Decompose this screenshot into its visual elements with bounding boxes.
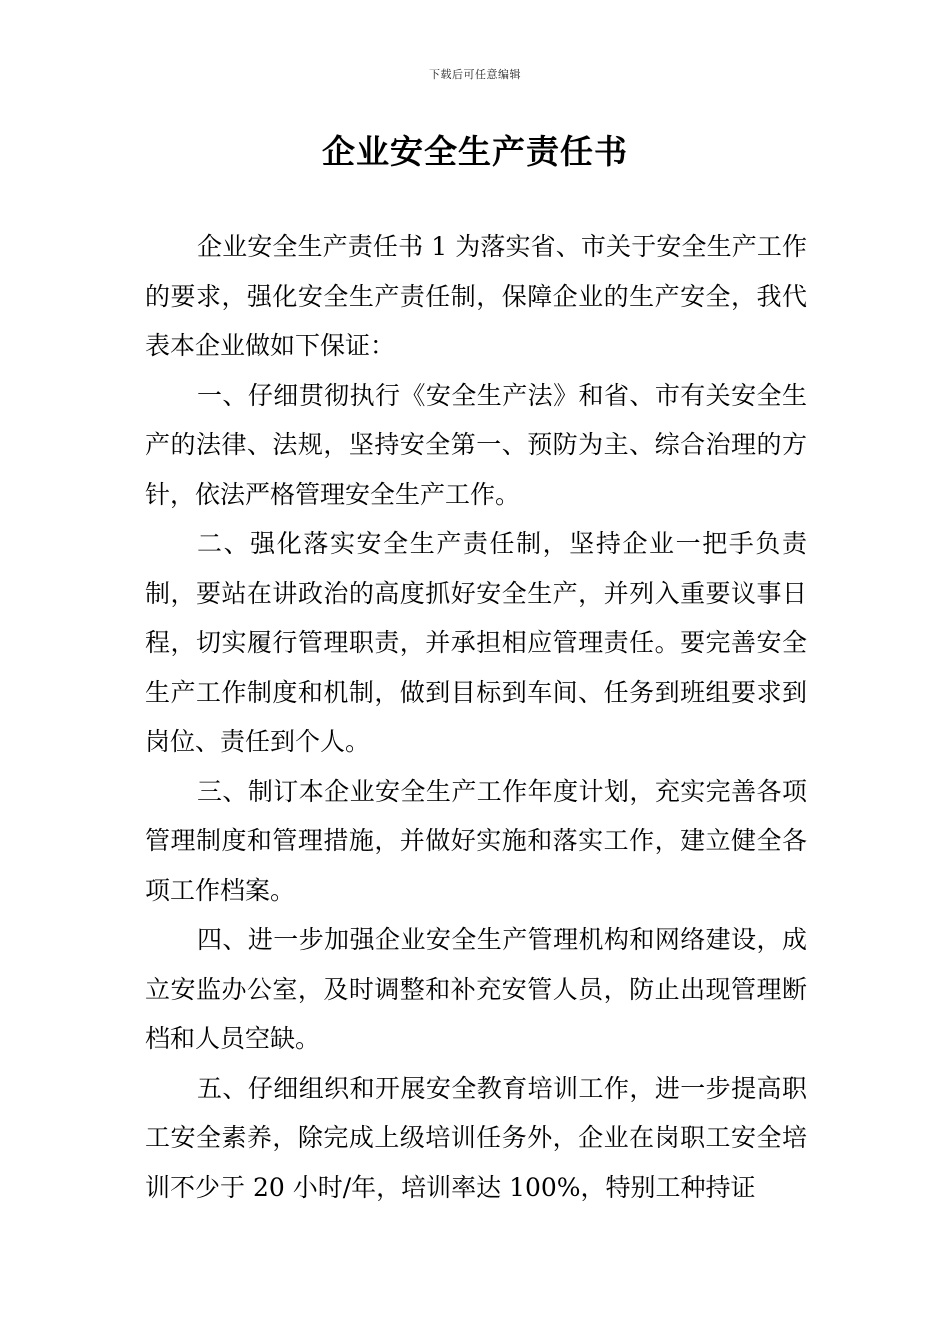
- intro-paragraph: 企业安全生产责任书 1 为落实省、市关于安全生产工作的要求，强化安全生产责任制，保障企业的生产安全，我代表本企业做如下保证：: [145, 232, 807, 360]
- header-note: 下载后可任意编辑: [429, 68, 521, 81]
- clause-3-paragraph: 三、制订本企业安全生产工作年度计划，充实完善各项管理制度和管理措施，并做好实施和落实工作，建立健全各项工作档案。: [145, 776, 807, 905]
- clause-4-paragraph: 四、进一步加强企业安全生产管理机构和网络建设，成立安监办公室，及时调整和补充安管人员，防止出现管理断档和人员空缺。: [145, 925, 807, 1053]
- document-title: 企业安全生产责任书: [322, 132, 628, 171]
- clause-1-paragraph: 一、仔细贯彻执行《安全生产法》和省、市有关安全生产的法律、法规，坚持安全第一、预防为主、综合治理的方针，依法严格管理安全生产工作。: [145, 380, 807, 509]
- clause-5-paragraph: 五、仔细组织和开展安全教育培训工作，进一步提高职工安全素养，除完成上级培训任务外，企业在岗职工安全培训不少于 20 小时/年，培训率达 100%，特别工种持证: [145, 1073, 807, 1202]
- document-body: [145, 222, 807, 1212]
- clause-2-paragraph: 二、强化落实安全生产责任制，坚持企业一把手负责制，要站在讲政治的高度抓好安全生产，并列入重要议事日程，切实履行管理职责，并承担相应管理责任。要完善安全生产工作制度和机制，做到目标到车间、任务到班组要求到岗位、责任到个人。: [145, 529, 807, 756]
